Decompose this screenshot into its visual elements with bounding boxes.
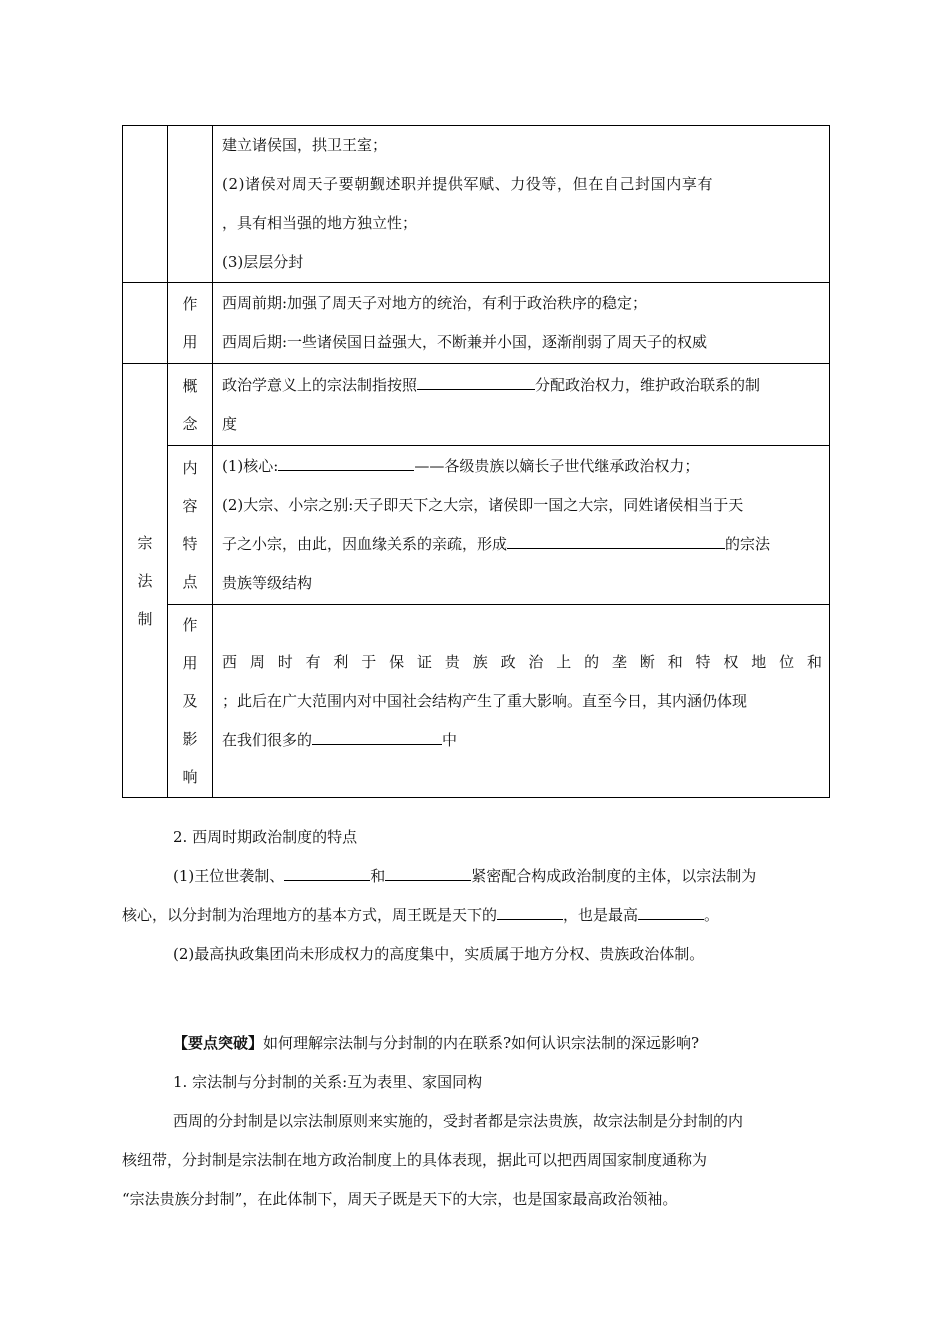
text-line: (2)诸侯对周天子要朝觐述职并提供军赋、力役等，但在自己封国内享有	[222, 175, 714, 193]
text-line	[122, 896, 830, 935]
fengjian-content-cell	[213, 126, 830, 283]
text-line	[222, 721, 822, 760]
keypoint-line	[122, 1024, 830, 1063]
text-line	[222, 447, 822, 486]
section2	[122, 818, 830, 974]
fill-blank[interactable]	[312, 728, 442, 745]
fill-blank[interactable]	[284, 864, 370, 881]
row-label	[168, 449, 212, 601]
fill-blank[interactable]	[278, 454, 414, 471]
subheading: 1. 宗法制与分封制的关系:互为表里、家国同构	[173, 1073, 483, 1091]
table-row	[123, 126, 830, 283]
label-char: 内	[182, 459, 198, 477]
text-line: 西周时有利于保证贵族政治上的垄断和特权地位和	[222, 652, 822, 671]
text-line: ，具有相当强的地方独立性；	[222, 214, 418, 232]
label-char: 点	[182, 573, 198, 591]
text-run: 中	[442, 730, 458, 749]
text-line: (2)最高执政集团尚未形成权力的高度集中，实质属于地方分权、贵族政治体制。	[173, 945, 705, 963]
label-char: 作	[182, 616, 198, 634]
empty-cell	[168, 126, 213, 283]
table-row	[123, 605, 830, 798]
text-run: 政治学意义上的宗法制指按照	[222, 375, 418, 394]
label-char: 及	[182, 692, 198, 710]
text-line: “宗法贵族分封制”，在此体制下，周天子既是天下的大宗，也是国家最高政治领袖。	[122, 1190, 678, 1208]
text-run: (1)核心:	[222, 457, 279, 475]
title-char: 宗	[137, 533, 153, 552]
row-label-cell	[168, 605, 213, 798]
text-run: 的宗法	[725, 535, 771, 553]
fill-blank[interactable]	[507, 532, 725, 549]
empty-cell	[123, 283, 168, 364]
text-run: 在我们很多的	[222, 730, 313, 749]
text-line: (2)大宗、小宗之别:天子即天下之大宗，诸侯即一国之大宗，同姓诸侯相当于天	[222, 496, 744, 514]
section-title	[123, 524, 167, 638]
row-label-cell	[168, 283, 213, 364]
text-line: 核纽带，分封制是宗法制在地方政治制度上的具体表现，据此可以把西周国家制度通称为	[122, 1151, 708, 1169]
text-line: 度	[222, 414, 238, 433]
label-char: 容	[182, 497, 198, 515]
table-row	[123, 283, 830, 364]
text-run: ，也是最高	[563, 906, 639, 924]
concept-cell	[213, 364, 830, 446]
text-run: 紧密配合构成政治制度的主体，以宗法制为	[471, 867, 757, 885]
empty-cell	[123, 126, 168, 283]
text-line: 贵族等级结构	[222, 574, 313, 592]
row-label	[168, 367, 212, 443]
row-label-cell	[168, 446, 213, 605]
row-label-cell	[168, 364, 213, 446]
keypoint-question: 如何理解宗法制与分封制的内在联系?如何认识宗法制的深远影响?	[263, 1034, 700, 1052]
fill-blank[interactable]	[417, 373, 535, 390]
table-row	[123, 446, 830, 605]
effect-cell	[213, 605, 830, 798]
fill-blank[interactable]	[497, 903, 563, 920]
system-table	[122, 125, 830, 798]
fill-blank[interactable]	[638, 903, 704, 920]
text-line: 西周前期:加强了周天子对地方的统治，有利于政治秩序的稳定；	[222, 294, 648, 312]
text-line	[122, 857, 830, 896]
table-row	[123, 364, 830, 446]
row-label	[168, 285, 212, 361]
text-run: 。	[704, 906, 720, 924]
label-char: 特	[182, 535, 198, 553]
text-run: (1)王位世袭制、	[173, 867, 285, 885]
text-line: ；此后在广大范围内对中国社会结构产生了重大影响。直至今日，其内涵仍体现	[222, 691, 748, 710]
text-run: 分配政治权力，维护政治联系的制	[535, 375, 761, 394]
text-line: (3)层层分封	[222, 253, 304, 271]
title-char: 制	[137, 609, 153, 628]
keypoint-section	[122, 1024, 830, 1219]
text-line: 西周后期:一些诸侯国日益强大，不断兼并小国，逐渐削弱了周天子的权威	[222, 333, 708, 351]
text-run: ——各级贵族以嫡长子世代继承政治权力；	[414, 457, 700, 475]
keypoint-tag: 【要点突破】	[173, 1034, 264, 1052]
text-line: 建立诸侯国，拱卫王室；	[222, 136, 388, 154]
text-run: 核心，以分封制为治理地方的基本方式，周王既是天下的	[122, 906, 498, 924]
label-char: 念	[182, 414, 198, 433]
fill-blank[interactable]	[385, 864, 471, 881]
label-char: 用	[182, 333, 198, 351]
label-char: 用	[182, 654, 198, 672]
text-line	[222, 366, 822, 405]
text-line: 西周的分封制是以宗法制原则来实施的，受封者都是宗法贵族，故宗法制是分封制的内	[173, 1112, 744, 1130]
row-label	[168, 606, 212, 796]
label-char: 概	[182, 376, 198, 395]
role-cell	[213, 283, 830, 364]
section-title-cell	[123, 364, 168, 798]
label-char: 影	[182, 730, 198, 748]
text-run: 子之小宗，由此，因血缘关系的亲疏，形成	[222, 535, 508, 553]
title-char: 法	[137, 571, 153, 590]
text-run: 和	[370, 867, 386, 885]
section-heading: 2. 西周时期政治制度的特点	[173, 828, 358, 846]
label-char: 响	[182, 768, 198, 786]
content-cell	[213, 446, 830, 605]
label-char: 作	[182, 295, 198, 313]
text-line	[222, 525, 822, 564]
